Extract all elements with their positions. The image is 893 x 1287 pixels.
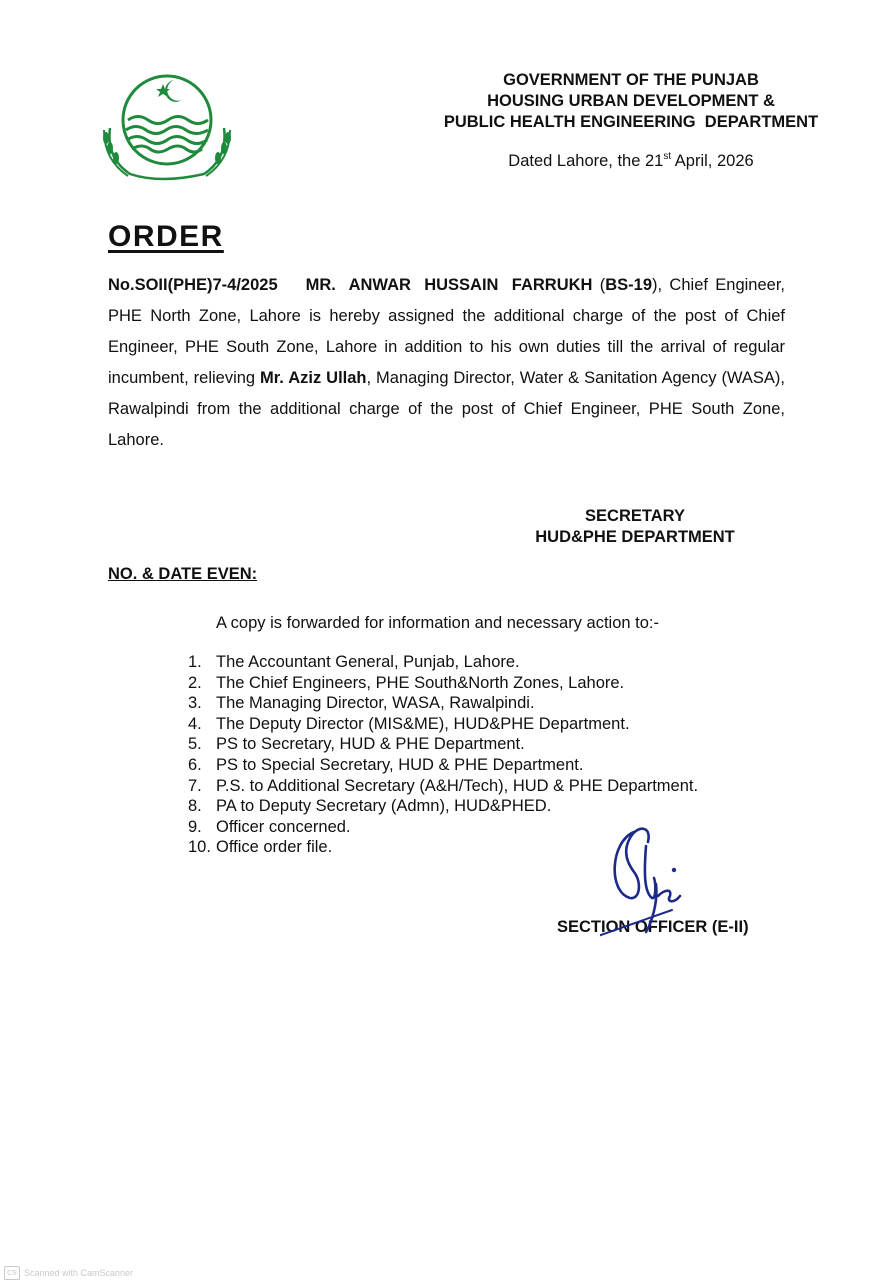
date-prefix: Dated Lahore, the 21 (508, 152, 664, 170)
camscanner-logo-icon: CS (4, 1266, 20, 1280)
item-number: 10. (188, 838, 211, 857)
order-ref-no: No.SOII(PHE)7-4/2025 (108, 276, 278, 294)
item-number: 3. (188, 694, 202, 713)
order-text-1: ), Chief Engineer, PHE North Zone, Lahore is hereby assigned the additional charge of the post of Chief Engineer, PHE South Zone, Lahore in addition to his own duties till the arrival of regular incumbent, relieving (108, 276, 785, 387)
item-text: P.S. to Additional Secretary (A&H/Tech), HUD & PHE Department. (216, 776, 699, 795)
officer-grade: BS-19 (605, 276, 653, 294)
item-number: 4. (188, 714, 202, 733)
list-item (188, 734, 698, 755)
section-officer-title: SECTION OFFICER (E-II) (557, 918, 749, 936)
grade-open: ( (592, 276, 606, 294)
list-item (188, 776, 698, 797)
item-number: 8. (188, 797, 202, 816)
order-body (108, 270, 785, 456)
item-number: 7. (188, 776, 202, 795)
header-line-2: HOUSING URBAN DEVELOPMENT & (487, 92, 775, 110)
item-text: The Deputy Director (MIS&ME), HUD&PHE Department. (216, 714, 630, 733)
list-item (188, 755, 698, 776)
copy-intro: A copy is forwarded for information and necessary action to:- (216, 614, 659, 632)
order-date (400, 152, 862, 171)
item-number: 9. (188, 817, 202, 836)
list-item (188, 652, 698, 673)
handwritten-signature-icon (600, 812, 720, 952)
header-line-3: PUBLIC HEALTH ENGINEERING DEPARTMENT (443, 113, 819, 131)
item-text: PS to Special Secretary, HUD & PHE Department. (216, 755, 584, 774)
item-text: Officer concerned. (216, 817, 351, 836)
item-text: PA to Deputy Secretary (Admn), HUD&PHED. (216, 797, 552, 816)
camscanner-watermark (4, 1266, 133, 1280)
list-item (188, 693, 698, 714)
list-item (188, 673, 698, 694)
item-text: The Accountant General, Punjab, Lahore. (216, 653, 520, 671)
watermark-text: Scanned with CamScanner (24, 1268, 134, 1278)
officer-name: MR. ANWAR HUSSAIN FARRUKH (305, 276, 593, 294)
date-rest: April, 2026 (671, 152, 754, 170)
item-number: 2. (188, 673, 202, 692)
item-number: 1. (188, 653, 202, 671)
punjab-emblem-icon (96, 68, 238, 186)
no-and-date-even-heading: NO. & DATE EVEN: (108, 565, 258, 583)
item-text: The Chief Engineers, PHE South&North Zones, Lahore. (216, 673, 625, 692)
item-text: Office order file. (216, 838, 333, 857)
date-ordinal: st (663, 151, 672, 162)
item-text: PS to Secretary, HUD & PHE Department. (216, 735, 525, 754)
list-item (188, 714, 698, 735)
item-number: 5. (188, 735, 202, 754)
item-text: The Managing Director, WASA, Rawalpindi. (216, 694, 535, 713)
signatory-department: HUD&PHE DEPARTMENT (535, 528, 735, 546)
signatory-title: SECRETARY (585, 507, 685, 525)
order-title: ORDER (108, 220, 224, 253)
header-line-1: GOVERNMENT OF THE PUNJAB (503, 71, 759, 89)
item-number: 6. (188, 755, 202, 774)
order-text-2: , Managing Director, Water & Sanitation Agency (WASA), Rawalpindi from the additional charge of the post of Chief Engineer, PHE South Zone, Lahore. (108, 369, 786, 449)
relieved-officer-name: Mr. Aziz Ullah (260, 369, 367, 387)
